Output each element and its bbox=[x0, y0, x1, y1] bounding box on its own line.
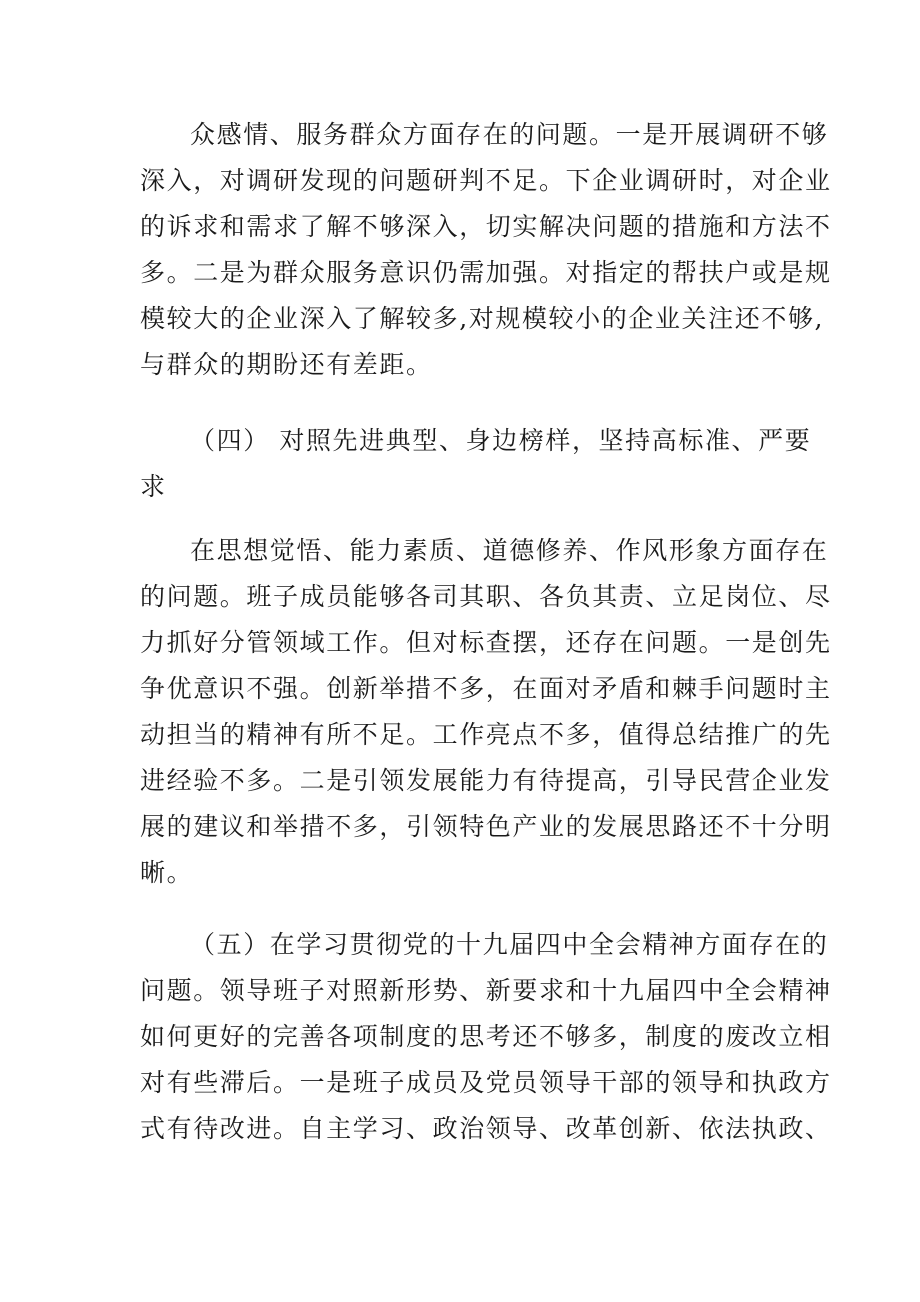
paragraph-2-line-6: 进经验不多。二是引领发展能力有待提高，引导民营企业发 bbox=[140, 766, 832, 795]
paragraph-1-line-6: 与群众的期盼还有差距。 bbox=[140, 350, 433, 379]
paragraph-2-line-8: 晰。 bbox=[140, 858, 194, 887]
section-heading-4-line-2: 求 bbox=[140, 472, 167, 501]
paragraph-2-line-3: 力抓好分管领域工作。但对标查摆，还存在问题。一是创先 bbox=[140, 628, 832, 657]
paragraph-2-line-4: 争优意识不强。创新举措不多，在面对矛盾和棘手问题时主 bbox=[140, 674, 832, 703]
paragraph-3-line-2: 问题。领导班子对照新形势、新要求和十九届四中全会精神 bbox=[140, 976, 832, 1005]
paragraph-1-line-3: 的诉求和需求了解不够深入，切实解决问题的措施和方法不 bbox=[140, 212, 832, 241]
paragraph-3-line-4: 对有些滞后。一是班子成员及党员领导干部的领导和执政方 bbox=[140, 1068, 832, 1097]
paragraph-1-line-4: 多。二是为群众服务意识仍需加强。对指定的帮扶户或是规 bbox=[140, 258, 832, 287]
paragraph-3-line-5: 式有待改进。自主学习、政治领导、改革创新、依法执政、 bbox=[140, 1114, 832, 1143]
section-heading-4-line-1: （四） 对照先进典型、身边榜样，坚持高标准、严要 bbox=[190, 426, 812, 455]
paragraph-2-line-5: 动担当的精神有所不足。工作亮点不多，值得总结推广的先 bbox=[140, 720, 832, 749]
paragraph-3-line-3: 如何更好的完善各项制度的思考还不够多，制度的废改立相 bbox=[140, 1022, 832, 1051]
paragraph-2-line-7: 展的建议和举措不多，引领特色产业的发展思路还不十分明 bbox=[140, 812, 832, 841]
paragraph-2-line-1: 在思想觉悟、能力素质、道德修养、作风形象方面存在 bbox=[190, 536, 829, 565]
paragraph-1-line-1: 众感情、服务群众方面存在的问题。一是开展调研不够 bbox=[190, 120, 829, 149]
paragraph-1-line-2: 深入，对调研发现的问题研判不足。下企业调研时，对企业 bbox=[140, 166, 832, 195]
paragraph-2-line-2: 的问题。班子成员能够各司其职、各负其责、立足岗位、尽 bbox=[140, 582, 832, 611]
paragraph-1-line-5: 模较大的企业深入了解较多,对规模较小的企业关注还不够, bbox=[140, 304, 825, 333]
paragraph-3-line-1: （五）在学习贯彻党的十九届四中全会精神方面存在的 bbox=[190, 930, 829, 959]
